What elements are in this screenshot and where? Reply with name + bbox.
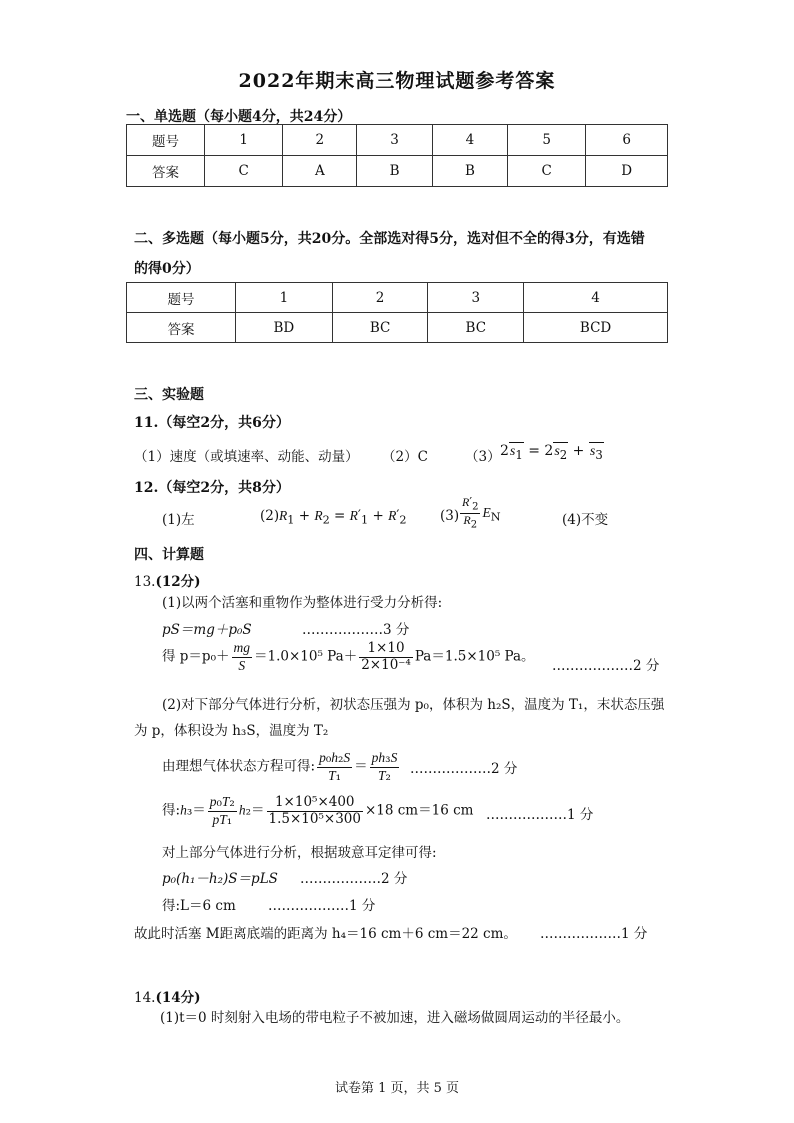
q13-number: 13. [134, 574, 156, 590]
q13-eq4: 得:h₃＝ $\frac{\text{p₀T₂}}{\text{pT₁}}$ h₂＝ $\frac{\text{1×10⁵×400}}{\text{1.5×10⁵×300}}$ ×18 cm＝16 cm [162, 794, 474, 828]
question-number: 1 [205, 125, 283, 156]
question-number: 2 [283, 125, 357, 156]
question-number: 6 [586, 125, 668, 156]
q11-answer-2: （2）C [382, 449, 428, 465]
answer-cell: BC [428, 313, 524, 343]
q14-heading [134, 986, 201, 1006]
q13-eq6: 得:L＝6 cm [162, 898, 236, 914]
q13-eq6-score: ………………1 分 [268, 898, 376, 914]
q13-eq3: 由理想气体状态方程可得: $\frac{\text{p₀h₂S}}{\text{T₁}}$ ＝ $\frac{\text{ph₃S}}{\text{T₂}}$ [162, 750, 398, 784]
q11-heading: 11.（每空2分，共6分） [134, 415, 290, 431]
q14-number: 14. [134, 990, 156, 1006]
q12-answer-3-formula: $\frac{R'_2}{R_2}$ $E_N$ [462, 495, 501, 531]
section-3-heading: 三、实验题 [134, 387, 204, 403]
question-number: 4 [432, 125, 507, 156]
row-label-answer: 答案 [127, 313, 236, 343]
question-number: 5 [508, 125, 586, 156]
page-footer: 试卷第 1 页，共 5 页 [334, 1081, 460, 1096]
answer-cell: BC [332, 313, 428, 343]
page-title: 2022年期末高三物理试题参考答案 [238, 70, 556, 92]
q13-eq2-pre: 得 p＝p₀＋ [162, 648, 230, 665]
row-label-answer: 答案 [127, 156, 205, 187]
q13-final-score: ………………1 分 [540, 926, 648, 942]
row-label-question: 题号 [127, 283, 236, 313]
multi-choice-answer-table [126, 282, 668, 343]
answer-cell: B [357, 156, 432, 187]
q13-part1-text: (1)以两个活塞和重物作为整体进行受力分析得: [162, 595, 443, 611]
question-number: 2 [332, 283, 428, 313]
answer-cell: BCD [524, 313, 668, 343]
q11-answer-1: （1）速度（或填速率、动能、动量） [134, 449, 359, 465]
q13-final: 故此时活塞 M距离底端的距离为 h₄＝16 cm＋6 cm＝22 cm。 [134, 926, 517, 942]
question-number: 4 [524, 283, 668, 313]
q13-eq3-pre: 由理想气体状态方程可得: [162, 758, 316, 775]
q13-part2-text: (2)对下部分气体进行分析，初状态压强为 p₀，体积为 h₂S，温度为 T₁，末状态压强 [162, 697, 665, 713]
q13-score: (12分) [155, 574, 201, 590]
question-number: 3 [428, 283, 524, 313]
section-4-heading: 四、计算题 [134, 547, 204, 563]
q11-answer-3-formula: $2s_1 = 2s_2 + s_3$ [500, 443, 603, 462]
q13-eq1: pS＝mg＋p₀S [162, 622, 252, 638]
q12-answer-3-label: (3) [440, 508, 460, 524]
question-number: 1 [236, 283, 333, 313]
answer-cell: A [283, 156, 357, 187]
q12-heading: 12.（每空2分，共8分） [134, 480, 290, 496]
question-number: 3 [357, 125, 432, 156]
q14-score: (14分) [155, 990, 201, 1006]
answer-cell: C [508, 156, 586, 187]
q13-eq5-score: ………………2 分 [300, 871, 408, 887]
row-label-question: 题号 [127, 125, 205, 156]
answer-cell: BD [236, 313, 333, 343]
section-1-heading: 一、单选题（每小题4分，共24分） [126, 109, 352, 125]
q13-eq3-score: ………………2 分 [410, 761, 518, 777]
q13-eq2-post: Pa＝1.5×10⁵ Pa。 [414, 648, 535, 665]
answer-cell: B [432, 156, 507, 187]
q12-answer-2-formula: $R_1 + R_2 = R'_1 + R'_2$ [279, 508, 407, 527]
answer-cell: D [586, 156, 668, 187]
q13-eq5: p₀(h₁－h₂)S＝pLS [162, 871, 278, 887]
q13-eq4-pre: 得: [162, 802, 181, 819]
q13-eq1-score: ………………3 分 [302, 622, 410, 638]
q13-part2-text-cont: 为 p，体积设为 h₃S，温度为 T₂ [134, 723, 329, 739]
section-2-heading-cont: 的得0分） [134, 261, 200, 277]
q13-eq4-score: ………………1 分 [486, 807, 594, 823]
q13-heading [134, 570, 201, 590]
q13-eq4-post: ×18 cm＝16 cm [364, 802, 474, 819]
section-2-heading: 二、多选题（每小题5分，共20分。全部选对得5分，选对但不全的得3分，有选错 [134, 231, 645, 247]
q12-answer-2-label: (2) [260, 508, 280, 524]
q11-answer-3-label: （3） [465, 449, 501, 465]
single-choice-answer-table [126, 124, 668, 187]
q14-part1-text: (1)t＝0 时刻射入电场的带电粒子不被加速，进入磁场做圆周运动的半径最小。 [160, 1010, 630, 1026]
q12-answer-4: (4)不变 [562, 512, 609, 528]
q12-answer-1: (1)左 [162, 512, 195, 528]
q13-eq2: 得 p＝p₀＋ $\frac{mg}{S}$ ＝1.0×10⁵ Pa＋ $\frac{1\times 10}{\text{2×10⁻⁴}}$ Pa＝1.5×10⁵ Pa。 [162, 640, 535, 673]
answer-cell: C [205, 156, 283, 187]
q13-part3-text: 对上部分气体进行分析，根据玻意耳定律可得: [162, 845, 437, 861]
q13-eq2-score: ………………2 分 [552, 658, 660, 674]
q13-eq2-mid: ＝1.0×10⁵ Pa＋ [254, 648, 358, 665]
